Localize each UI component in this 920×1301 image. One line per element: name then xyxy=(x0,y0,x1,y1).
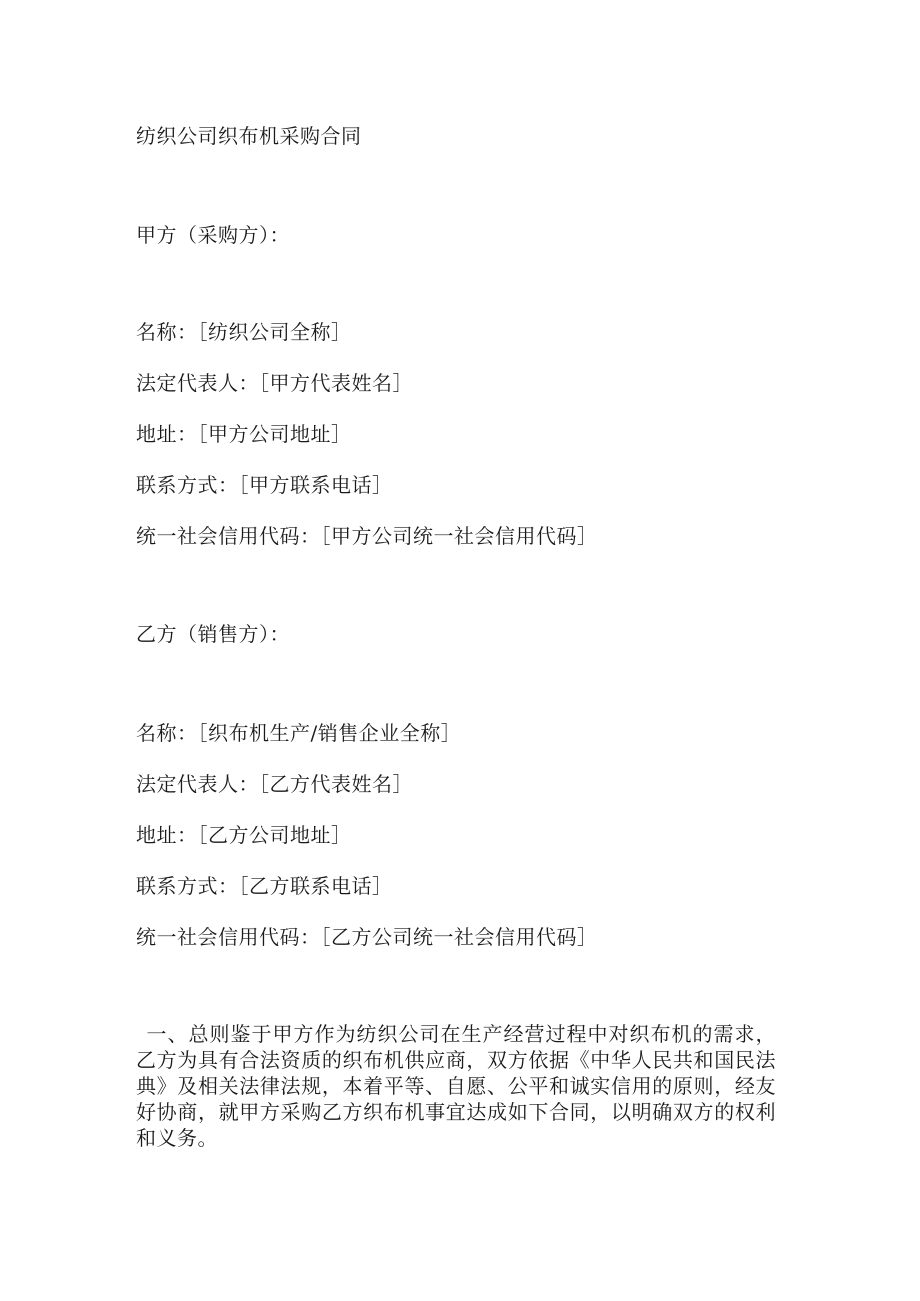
section-general-provisions xyxy=(136,1021,776,1151)
party-a-credit-code: 统一社会信用代码：［甲方公司统一社会信用代码］ xyxy=(136,524,598,548)
party-a-address: 地址：［甲方公司地址］ xyxy=(136,422,352,446)
party-b-credit-code: 统一社会信用代码：［乙方公司统一社会信用代码］ xyxy=(136,925,598,949)
document-title: 纺织公司织布机采购合同 xyxy=(136,124,362,148)
section-general-provisions-text: 一、总则鉴于甲方作为纺织公司在生产经营过程中对织布机的需求，乙方为具有合法资质的织布机供应商，双方依据《中华人民共和国民法典》及相关法律法规，本着平等、自愿、公平和诚实信用的原则，经友好协商，就甲方采购乙方织布机事宜达成如下合同，以明确双方的权利和义务。 xyxy=(136,1022,776,1150)
party-a-contact: 联系方式：［甲方联系电话］ xyxy=(136,473,393,497)
party-a-legal-rep: 法定代表人：［甲方代表姓名］ xyxy=(136,371,413,395)
party-a-heading: 甲方（采购方）： xyxy=(136,223,290,247)
party-b-contact: 联系方式：［乙方联系电话］ xyxy=(136,874,393,898)
party-a-name: 名称：［纺织公司全称］ xyxy=(136,320,352,344)
party-b-name: 名称：［织布机生产/销售企业全称］ xyxy=(136,721,462,745)
party-b-heading: 乙方（销售方）： xyxy=(136,622,290,646)
party-b-address: 地址：［乙方公司地址］ xyxy=(136,823,352,847)
party-b-legal-rep: 法定代表人：［乙方代表姓名］ xyxy=(136,772,413,796)
